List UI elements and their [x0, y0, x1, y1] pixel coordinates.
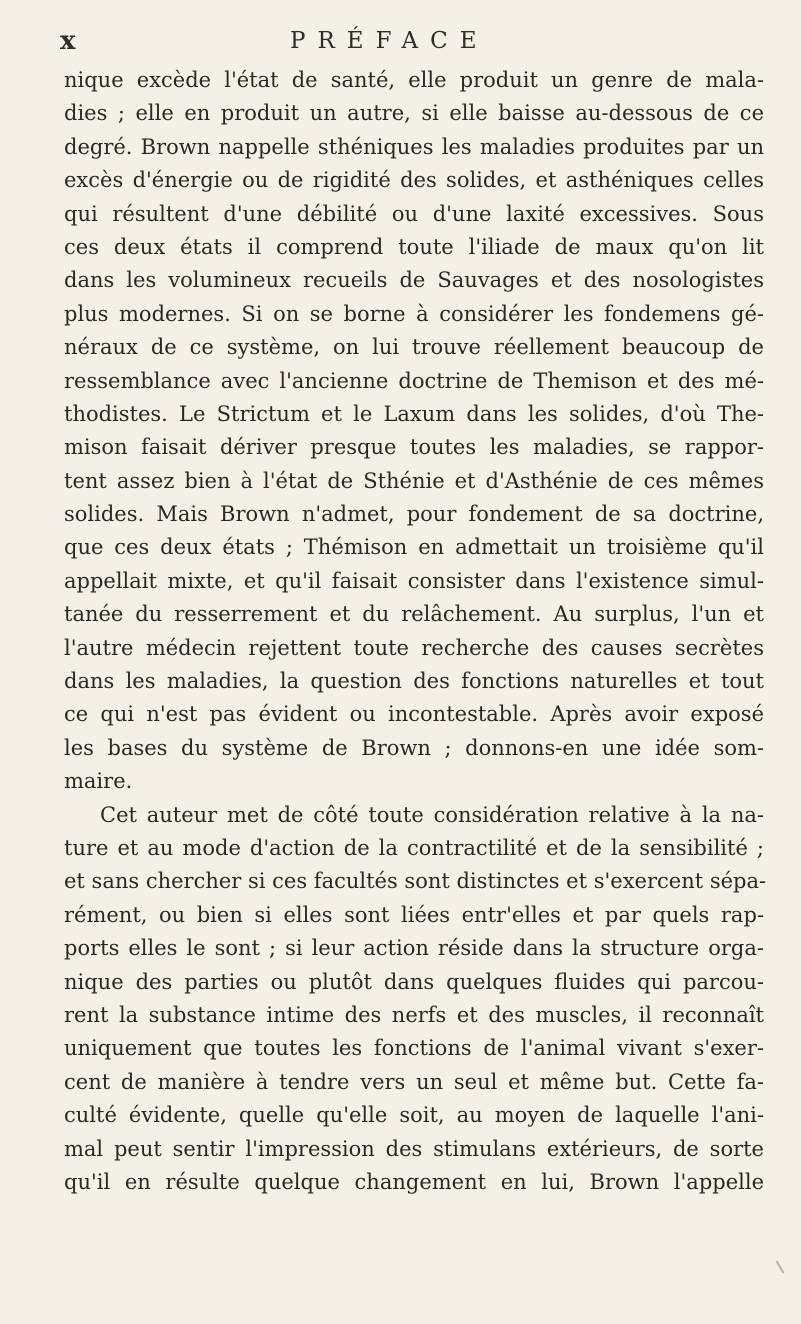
- text-line: dans les maladies, la question des fonctions naturelles et tout: [64, 669, 764, 694]
- text-line: dies ; elle en produit un autre, si elle baisse au-dessous de ce: [64, 101, 764, 126]
- text-line: excès d'énergie ou de rigidité des solides, et asthéniques celles: [64, 168, 764, 193]
- paper-mark: [776, 1260, 785, 1273]
- text-line: degré. Brown nappelle sthéniques les maladies produites par un: [64, 134, 764, 159]
- text-line: tanée du resserrement et du relâchement. Au surplus, l'un et: [64, 602, 764, 627]
- text-line: plus modernes. Si on se borne à considérer les fondemens gé-: [64, 301, 764, 326]
- text-line: Cet auteur met de côté toute considération relative à la na-: [100, 802, 764, 827]
- text-line: dans les volumineux recueils de Sauvages et des nosologistes: [64, 268, 764, 293]
- text-line: ture et au mode d'action de la contractilité et de la sensibilité ;: [64, 835, 764, 860]
- text-line: qui résultent d'une débilité ou d'une laxité excessives. Sous: [64, 201, 764, 226]
- text-line: ressemblance avec l'ancienne doctrine de Themison et des mé-: [64, 368, 764, 393]
- text-line: mal peut sentir l'impression des stimulans extérieurs, de sorte: [64, 1136, 764, 1161]
- text-line: ce qui n'est pas évident ou incontestable. Après avoir exposé: [64, 702, 764, 727]
- text-line: néraux de ce système, on lui trouve réellement beaucoup de: [64, 335, 764, 360]
- text-line: rément, ou bien si elles sont liées entr'elles et par quels rap-: [64, 902, 764, 927]
- text-line: rent la substance intime des nerfs et des muscles, il reconnaît: [64, 1002, 764, 1027]
- text-line: que ces deux états ; Thémison en admettait un troisième qu'il: [64, 535, 764, 560]
- text-line: solides. Mais Brown n'admet, pour fondement de sa doctrine,: [64, 502, 764, 527]
- text-line: et sans chercher si ces facultés sont distinctes et s'exercent sépa-: [64, 869, 767, 894]
- running-head: PRÉFACE: [290, 28, 489, 54]
- body-text: [64, 64, 767, 1199]
- text-line: mison faisait dériver presque toutes les maladies, se rappor-: [64, 435, 764, 460]
- text-line: appellait mixte, et qu'il faisait consister dans l'existence simul-: [64, 568, 764, 593]
- text-line: l'autre médecin rejettent toute recherche des causes secrètes: [64, 635, 764, 660]
- page-folio: x: [60, 26, 76, 56]
- text-line: uniquement que toutes les fonctions de l'animal vivant s'exer-: [64, 1036, 764, 1061]
- text-line: maire.: [64, 769, 133, 794]
- text-line: ces deux états il comprend toute l'iliade de maux qu'on lit: [64, 234, 764, 259]
- text-line: culté évidente, quelle qu'elle soit, au moyen de laquelle l'ani-: [64, 1103, 764, 1128]
- text-line: cent de manière à tendre vers un seul et même but. Cette fa-: [64, 1069, 764, 1094]
- text-line: les bases du système de Brown ; donnons-en une idée som-: [64, 735, 764, 760]
- text-line: qu'il en résulte quelque changement en lui, Brown l'appelle: [64, 1169, 764, 1194]
- text-line: nique excède l'état de santé, elle produit un genre de mala-: [64, 68, 764, 92]
- text-line: nique des parties ou plutôt dans quelques fluides qui parcou-: [64, 969, 764, 994]
- text-line: tent assez bien à l'état de Sthénie et d'Asthénie de ces mêmes: [64, 468, 764, 493]
- text-line: ports elles le sont ; si leur action réside dans la structure orga-: [64, 936, 764, 961]
- text-line: thodistes. Le Strictum et le Laxum dans les solides, d'où The-: [64, 401, 764, 426]
